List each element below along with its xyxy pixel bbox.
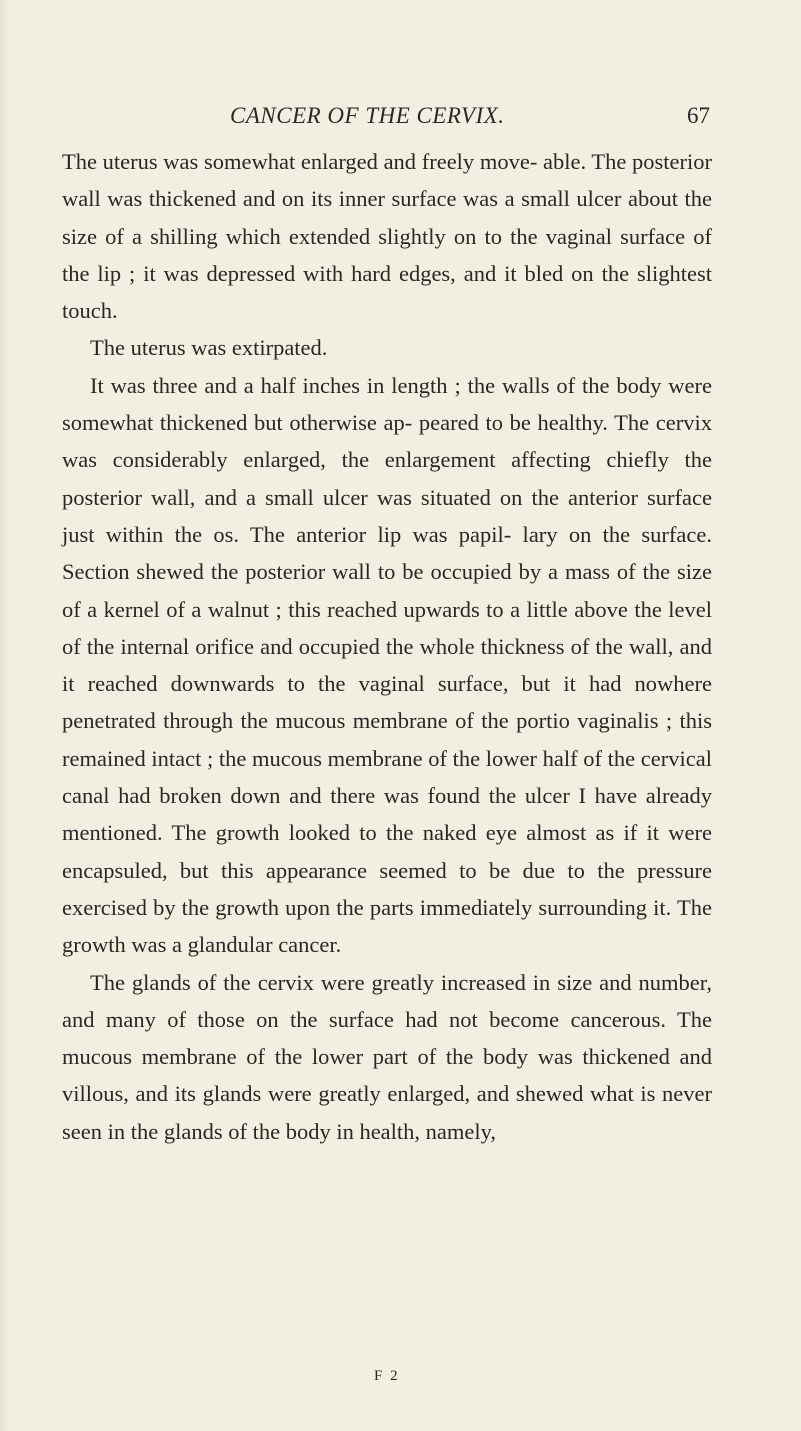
signature-mark: F 2 [374, 1368, 400, 1384]
paragraph: The uterus was extirpated. [90, 335, 328, 361]
paragraph: It was three and a half inches in length ; the walls of the body were somewhat thickened but otherwise ap- peared to be healthy. The cervix was considerably enlarged, the enlargement affecting chiefly the posterior wall, and a small ulcer was situated on the anterior surface just within the os. The anterior lip was papil- lary on the surface. Section shewed the posterior wall to be occupied by a mass of the size of a kernel of a walnut ; this reached upwards to a little above the level of the internal orifice and occupied the whole thickness of the wall, and it reached downwards to the vaginal surface, but it had nowhere penetrated through the mucous membrane of the portio vaginalis ; this remained intact ; the mucous membrane of the lower half of the cervical canal had broken down and there was found the ulcer I have already mentioned. The growth looked to the naked eye almost as if it were encapsuled, but this appearance seemed to be due to the pressure exercised by the growth upon the parts immediately surrounding it. The growth was a glandular cancer. [62, 372, 712, 958]
page-gutter [0, 0, 8, 1431]
running-title: CANCER OF THE CERVIX. [230, 103, 505, 128]
paragraph: The glands of the cervix were greatly increased in size and number, and many of those on the surface had not become cancerous. The mucous membrane of the lower part of the body was thickened and villous, and its glands were greatly enlarged, and shewed what is never seen in the glands of the body in health, namely, [62, 969, 712, 1144]
body-text [62, 143, 712, 1150]
page-number: 67 [687, 103, 710, 128]
page-header [230, 98, 710, 134]
paragraph: The uterus was somewhat enlarged and freely move- able. The posterior wall was thickened and on its inner surface was a small ulcer about the size of a shilling which extended slightly on to the vaginal surface of the lip ; it was depressed with hard edges, and it bled on the slightest touch. [62, 149, 712, 324]
